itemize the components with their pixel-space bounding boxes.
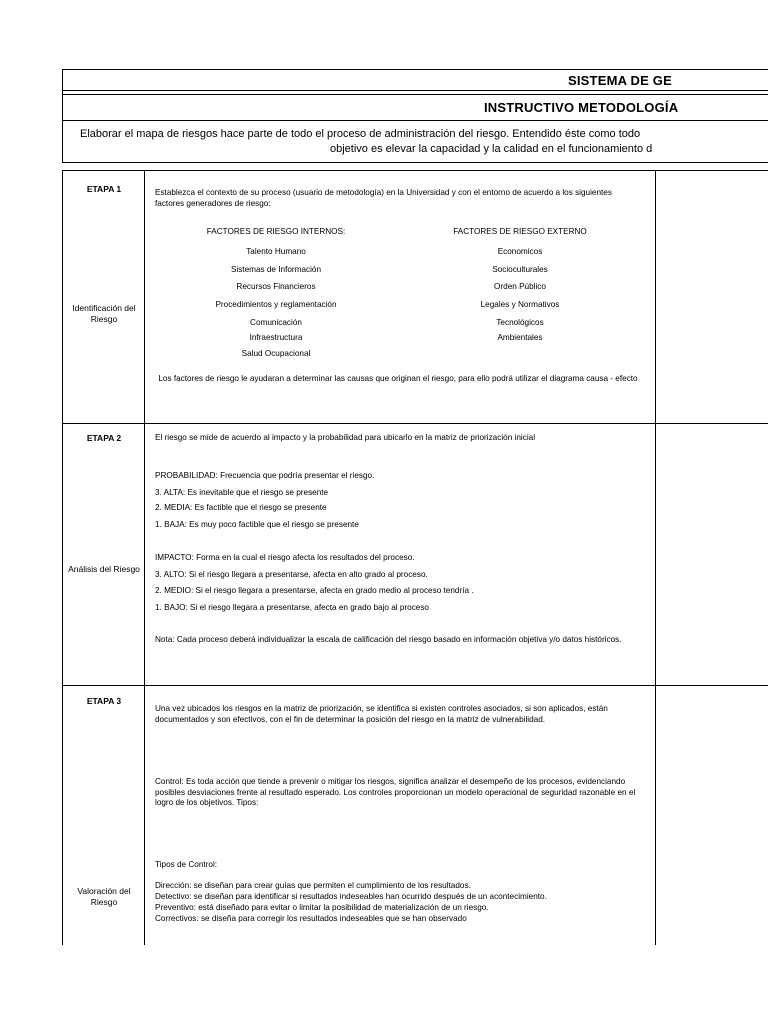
intro-line-1: Elaborar el mapa de riesgos hace parte de todo el proceso de administración del riesgo. Entendido éste como todo [80,128,641,140]
table-left-border [62,170,63,945]
internal-factor: Salud Ocupacional [241,349,311,358]
impact-low: 1. BAJO: Si el riesgo llegara a presentarse, afecta en grado bajo al proceso [155,603,429,612]
instructivo-title: INSTRUCTIVO METODOLOGÍA [484,100,679,115]
table-right-col-divider [655,170,656,945]
external-factors-header: FACTORES DE RIESGO EXTERNO [453,227,587,236]
control-type-preventivo: Preventivo: está diseñado para evitar o limitar la posibilidad de materialización de un riesgo. [155,903,489,912]
stage3-label: ETAPA 3 [86,696,122,706]
stage1-name: Identificación del Riesgo [72,303,136,324]
control-types-title: Tipos de Control: [155,860,218,869]
stage3-name: Valoración del Riesgo [77,886,131,907]
header-divider-3 [62,120,768,121]
impact-high: 3. ALTO: Si el riesgo llegara a presentarse, afecta en alto grado al proceso. [155,570,428,579]
stage1-note: Los factores de riesgo le ayudaran a determinar las causas que originan el riesgo, para ello podrá utilizar el diagrama causa - efecto [158,374,638,383]
stage2-intro: El riesgo se mide de acuerdo al impacto y la probabilidad para ubicarlo en la matriz de priorización inicial [155,433,536,442]
external-factor: Legales y Normativos [480,300,560,309]
stage1-label: ETAPA 1 [86,184,122,194]
table-col-divider [144,170,145,945]
internal-factor: Sistemas de Información [230,265,322,274]
impact-title: IMPACTO: Forma en la cual el riesgo afecta los resultados del proceso. [155,553,415,562]
control-type-detectivo: Detectivo: se diseñan para identificar si resultados indeseables han ocurrido después de un acontecimiento. [155,892,547,901]
probability-high: 3. ALTA: Es inevitable que el riesgo se presente [155,488,329,497]
header-divider-1 [62,90,768,91]
stage2-label: ETAPA 2 [86,433,122,443]
stage1-bottom-border [62,423,768,424]
internal-factor: Recursos Financieros [236,282,316,291]
internal-factor: Infraestructura [249,333,303,342]
internal-factor: Comunicación [250,318,302,327]
probability-title: PROBABILIDAD: Frecuencia que podría presentar el riesgo. [155,471,375,480]
external-factor: Tecnológicos [496,318,544,327]
control-definition: Control: Es toda acción que tiende a prevenir o mitigar los riesgos, significa analizar el desempeño de los procesos, evidenciando posibles desviaciones frente al resultado esperado. Los controles proporcionan un modelo operacional de seguridad razonable en el logro de los objetivos. Tipos: [155,777,636,807]
impact-medium: 2. MEDIO: Si el riesgo llegara a presentarse, afecta en grado medio al proceso tendría . [155,586,474,595]
internal-factor: Talento Humano [246,247,306,256]
header-top-border [62,69,768,70]
table-top-border [62,170,768,171]
header-left-border [62,69,63,163]
external-factor: Socioculturales [492,265,548,274]
stage1-intro: Establezca el contexto de su proceso (usuario de metodología) en la Universidad y con el entorno de acuerdo a los siguientes factores generadores de riesgo: [155,188,612,208]
header-divider-2 [62,94,768,95]
system-title: SISTEMA DE GE [568,73,672,88]
stage2-note: Nota: Cada proceso deberá individualizar la escala de calificación del riesgo basado en información objetiva y/o datos históricos. [155,635,622,644]
stage2-bottom-border [62,685,768,686]
probability-low: 1. BAJA: Es muy poco factible que el riesgo se presente [155,520,359,529]
probability-medium: 2. MEDIA: Es factible que el riesgo se presente [155,503,327,512]
control-type-correctivo: Correctivos: se diseña para corregir los resultados indeseables que se han observado [155,914,467,923]
header-bottom-border [62,162,768,163]
stage2-name: Análisis del Riesgo [68,564,140,574]
external-factor: Orden Público [494,282,546,291]
stage3-intro: Una vez ubicados los riesgos en la matriz de priorización, se identifica si existen controles asociados, si son aplicados, están documentados y son efectivos, con el fin de determinar la posición del riesgo en la matriz de vulnerabilidad. [155,704,608,724]
control-type-direccion: Dirección: se diseñan para crear guías que permiten el cumplimiento de los resultados. [155,881,471,890]
internal-factors-header: FACTORES DE RIESGO INTERNOS: [206,227,346,236]
external-factor: Ambientales [497,333,543,342]
intro-line-2: objetivo es elevar la capacidad y la calidad en el funcionamiento d [330,143,653,155]
external-factor: Economicos [497,247,543,256]
internal-factor: Procedimientos y reglamentación [215,300,337,309]
